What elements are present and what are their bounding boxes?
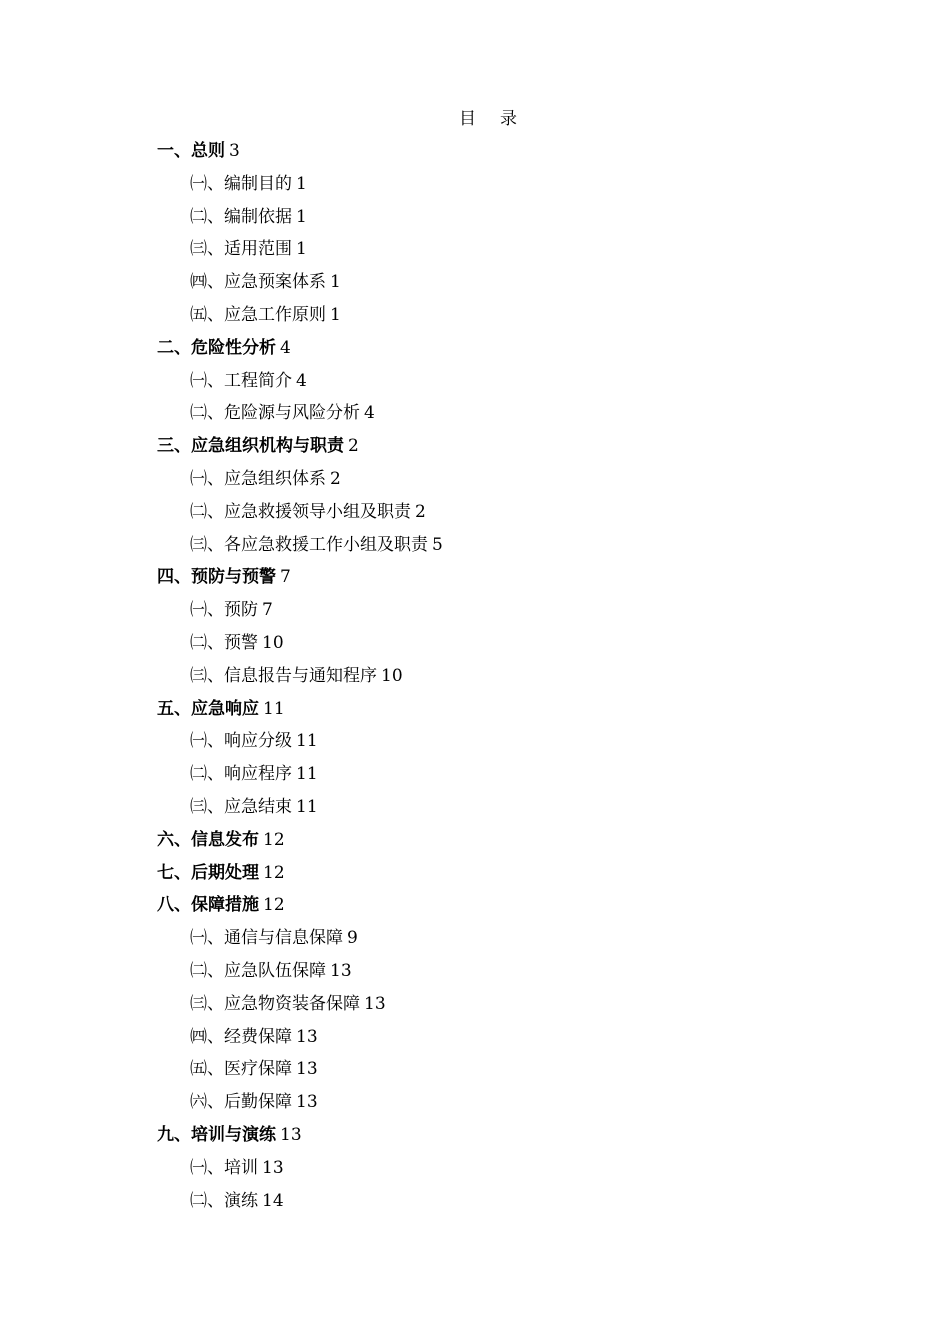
toc-entry-title: ㈢、适用范围 — [190, 239, 292, 260]
toc-entry-title: ㈤、医疗保障 — [190, 1059, 292, 1080]
toc-entry-page-number: 2 — [415, 501, 426, 522]
toc-entry-page-number: 10 — [381, 665, 403, 686]
toc-chapter-entry[interactable] — [157, 857, 857, 890]
toc-section-entry[interactable] — [157, 1185, 857, 1218]
toc-section-entry[interactable] — [157, 791, 857, 824]
toc-section-entry[interactable] — [157, 660, 857, 693]
toc-entry-page-number: 1 — [330, 272, 341, 293]
toc-section-entry[interactable] — [157, 201, 857, 234]
toc-entry-page-number: 5 — [432, 534, 443, 555]
toc-list — [157, 135, 857, 1217]
toc-section-entry[interactable] — [157, 1086, 857, 1119]
toc-entry-title: ㈣、应急预案体系 — [190, 272, 326, 293]
toc-section-entry[interactable] — [157, 168, 857, 201]
toc-section-entry[interactable] — [157, 955, 857, 988]
toc-entry-page-number: 13 — [330, 960, 352, 981]
toc-entry-page-number: 7 — [262, 600, 273, 621]
toc-entry-page-number: 13 — [262, 1157, 284, 1178]
toc-entry-title: ㈠、工程简介 — [190, 370, 292, 391]
toc-entry-title: ㈠、培训 — [190, 1157, 258, 1178]
toc-section-entry[interactable] — [157, 397, 857, 430]
toc-section-entry[interactable] — [157, 299, 857, 332]
toc-entry-title: 一、总则 — [157, 141, 225, 161]
toc-entry-title: 四、预防与预警 — [157, 567, 276, 588]
toc-entry-title: ㈢、应急结束 — [190, 796, 292, 817]
toc-entry-page-number: 11 — [263, 698, 285, 719]
toc-entry-title: 六、信息发布 — [157, 829, 259, 850]
toc-section-entry[interactable] — [157, 988, 857, 1021]
toc-entry-title: 九、培训与演练 — [157, 1124, 276, 1145]
toc-entry-title: ㈡、应急队伍保障 — [190, 960, 326, 981]
toc-entry-page-number: 13 — [296, 1092, 318, 1113]
toc-entry-title: ㈡、危险源与风险分析 — [190, 403, 360, 424]
toc-entry-page-number: 4 — [364, 403, 375, 424]
toc-entry-title: ㈢、信息报告与通知程序 — [190, 665, 377, 686]
toc-entry-page-number: 13 — [296, 1059, 318, 1080]
toc-chapter-entry[interactable] — [157, 824, 857, 857]
toc-entry-title: 二、危险性分析 — [157, 337, 276, 358]
toc-entry-page-number: 9 — [347, 928, 358, 949]
toc-entry-title: ㈢、各应急救援工作小组及职责 — [190, 534, 428, 555]
toc-chapter-entry[interactable] — [157, 332, 857, 365]
toc-entry-title: 五、应急响应 — [157, 698, 259, 719]
toc-entry-title: ㈥、后勤保障 — [190, 1092, 292, 1113]
toc-entry-title: ㈡、演练 — [190, 1190, 258, 1211]
toc-chapter-entry[interactable] — [157, 693, 857, 726]
toc-entry-title: ㈡、响应程序 — [190, 764, 292, 785]
toc-chapter-entry[interactable] — [157, 561, 857, 594]
toc-section-entry[interactable] — [157, 529, 857, 562]
toc-section-entry[interactable] — [157, 627, 857, 660]
toc-entry-page-number: 10 — [262, 632, 284, 653]
toc-entry-title: ㈠、预防 — [190, 600, 258, 621]
toc-section-entry[interactable] — [157, 725, 857, 758]
toc-chapter-entry[interactable] — [157, 430, 857, 463]
toc-entry-page-number: 13 — [280, 1124, 302, 1145]
toc-entry-title: ㈠、通信与信息保障 — [190, 928, 343, 949]
toc-entry-title: ㈠、响应分级 — [190, 731, 292, 752]
toc-entry-page-number: 4 — [296, 370, 307, 391]
toc-section-entry[interactable] — [157, 233, 857, 266]
toc-entry-page-number: 14 — [262, 1190, 284, 1211]
toc-entry-title: ㈣、经费保障 — [190, 1026, 292, 1047]
toc-section-entry[interactable] — [157, 922, 857, 955]
toc-chapter-entry[interactable] — [157, 135, 857, 168]
toc-section-entry[interactable] — [157, 758, 857, 791]
toc-entry-page-number: 11 — [296, 764, 318, 785]
toc-chapter-entry[interactable] — [157, 1119, 857, 1152]
toc-entry-page-number: 2 — [330, 468, 341, 489]
toc-entry-page-number: 1 — [296, 173, 307, 194]
toc-title: 目录 — [459, 109, 541, 129]
toc-chapter-entry[interactable] — [157, 889, 857, 922]
toc-entry-title: 八、保障措施 — [157, 895, 259, 916]
toc-entry-page-number: 11 — [296, 731, 318, 752]
toc-entry-title: ㈡、应急救援领导小组及职责 — [190, 501, 411, 522]
toc-entry-page-number: 2 — [348, 436, 359, 457]
toc-entry-title: ㈠、应急组织体系 — [190, 468, 326, 489]
toc-entry-page-number: 1 — [330, 304, 341, 325]
toc-entry-page-number: 1 — [296, 206, 307, 227]
toc-section-entry[interactable] — [157, 463, 857, 496]
toc-entry-page-number: 12 — [263, 862, 285, 883]
toc-section-entry[interactable] — [157, 266, 857, 299]
toc-section-entry[interactable] — [157, 1021, 857, 1054]
toc-entry-title: ㈡、编制依据 — [190, 206, 292, 227]
toc-entry-title: ㈡、预警 — [190, 632, 258, 653]
toc-section-entry[interactable] — [157, 496, 857, 529]
toc-section-entry[interactable] — [157, 1053, 857, 1086]
toc-entry-title: ㈢、应急物资装备保障 — [190, 993, 360, 1014]
toc-entry-page-number: 13 — [296, 1026, 318, 1047]
toc-entry-title: ㈤、应急工作原则 — [190, 304, 326, 325]
toc-entry-page-number: 4 — [280, 337, 291, 358]
toc-entry-title: 三、应急组织机构与职责 — [157, 436, 344, 457]
toc-entry-page-number: 7 — [280, 567, 291, 588]
toc-entry-page-number: 1 — [296, 239, 307, 260]
toc-entry-page-number: 11 — [296, 796, 318, 817]
toc-section-entry[interactable] — [157, 1152, 857, 1185]
toc-entry-title: 七、后期处理 — [157, 862, 259, 883]
toc-entry-page-number: 12 — [263, 895, 285, 916]
toc-entry-page-number: 3 — [229, 141, 240, 161]
toc-section-entry[interactable] — [157, 594, 857, 627]
toc-entry-title: ㈠、编制目的 — [190, 173, 292, 194]
toc-section-entry[interactable] — [157, 365, 857, 398]
toc-entry-page-number: 12 — [263, 829, 285, 850]
toc-entry-page-number: 13 — [364, 993, 386, 1014]
